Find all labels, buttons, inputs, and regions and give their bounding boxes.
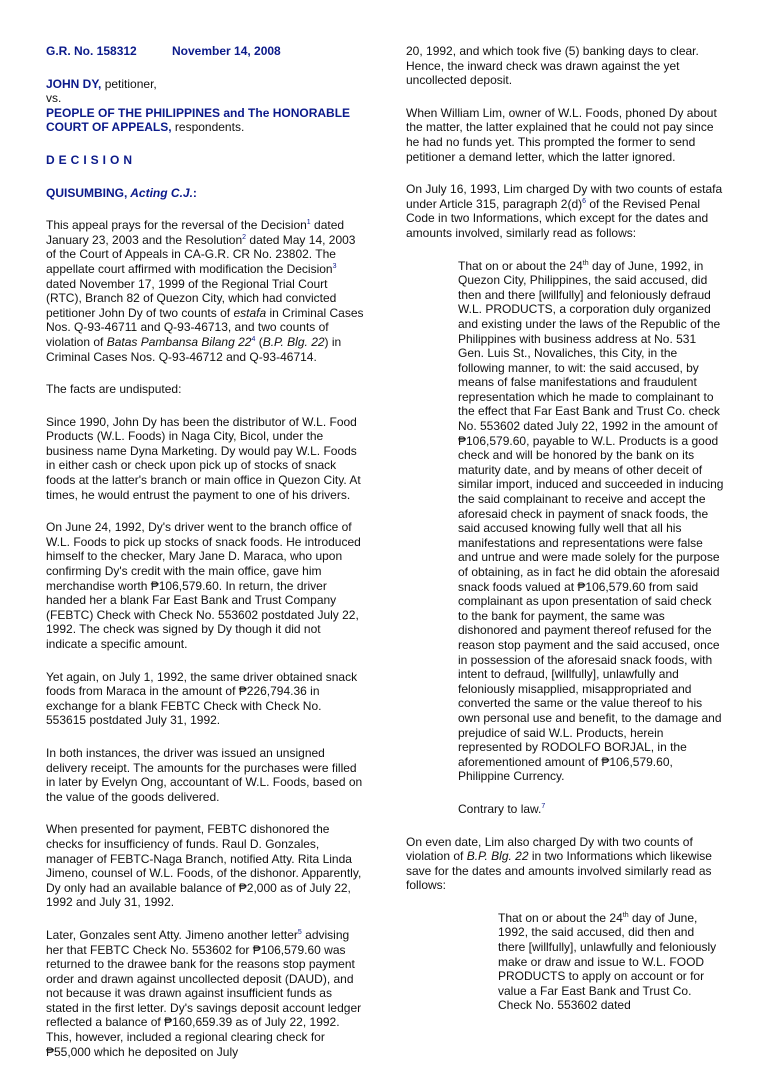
ponente-title: Acting C.J. [127,185,193,200]
paragraph-uncollected: 20, 1992, and which took five (5) banking days to clear. Hence, the inward check was drawn against the yet uncollected deposit. [406,44,699,88]
footnote-link-7[interactable]: 7 [541,802,546,810]
case-header [46,44,364,59]
petitioner-name: JOHN DY, [46,76,102,91]
paragraph-dishonor: When presented for payment, FEBTC dishonored the checks for insufficiency of funds. Raul D. Gonzales, manager of FEBTC-Naga Branch, notified Atty. Rita Linda Jimeno, counsel of W.L. Foods, of the dishonor. Apparently, Dy only had an available balance of ₱2,000 as of July 22, 1992 and July 31, 1992. [46,822,362,910]
information-estafa-quote: That on or about the 24th day of June, 1992, in Quezon City, Philippines, the said accused, did then and there [willfully] and feloniously defraud W.L. PRODUCTS, a corporation duly organized and existing under the laws of the Republic of the Philippines with business address at No. 531 Gen. Luis St., Novaliches, this City, in the following manner, to wit: the said accused, by means of false manifestations and fraudulent representation which he made to complainant to the effect that Far East Bank and Trust Co. check No. 553602 dated July 22, 1992 in the amount of ₱106,579.60, payable to W.L. Products is a good check and will be honored by the bank on its maturity date, and by means of other deceit of similar import, induced and succeeded in inducing the said complainant to receive and accept the aforesaid check in payment of snack foods, the said accused knowing fully well that all his manifestations and representations were false and untrue and were made solely for the purpose of obtaining, as in fact he did obtain the aforesaid snack foods valued at ₱106,579.60 from said complainant as upon presentation of said check to the bank for payment, the same was dishonored and payment thereof refused for the reason stop payment and the said accused, once in possession of the aforesaid snack foods, with intent to defraud, [willfully], unlawfully and feloniously misapplied, misappropriated and converted the same or the value thereof to his own personal use and benefit, to the damage and prejudice of said W.L. Products, herein represented by RODOLFO BORJAL, in the aforementioned amount of ₱106,579.60, Philippine Currency. [458,258,724,784]
paragraph-bp22-charge: On even date, Lim also charged Dy with two counts of violation of B.P. Blg. 22 in two Informations which likewise save for the dates and amounts involved similarly read as follows: [406,834,712,893]
decision-date: November 14, 2008 [172,44,281,58]
paragraph-william-lim: When William Lim, owner of W.L. Foods, phoned Dy about the matter, the latter explained that he could not pay since he had no funds yet. This prompted the former to send petitioner a demand letter, which the latter ignored. [406,105,717,164]
information-bp22-quote: That on or about the 24th day of June, 1992, the said accused, did then and there [willfully], unlawfully and feloniously make or draw and issue to W.L. FOOD PRODUCTS to apply on account or for value a Far East Bank and Trust Co. Check No. 553602 dated [498,910,717,1013]
footnote-link-4[interactable]: 4 [251,335,256,343]
paragraph-facts: The facts are undisputed: [46,382,182,397]
right-column [406,44,724,1031]
paragraph-appeal: This appeal prays for the reversal of the Decision$^1$ dated January 23, 2003 and the Resolution$^2$ dated May 14, 2003 of the Court of Appeals in CA-G.R. CR No. 23802. The appellate court affirmed with modification the Decision$^3$ dated November 17, 1999 of the Regional Trial Court (RTC), Branch 82 of Quezon City, which had convicted petitioner John Dy of two counts of estafa in Criminal Cases Nos. Q-93-46711 and Q-93-46713, and two counts of violation of Batas Pambansa Bilang 22$^4$ (B.P. Blg. 22) in Criminal Cases Nos. Q-93-46712 and Q-93-46714. [46,218,364,364]
versus: vs. [46,91,62,106]
petitioner-line [46,77,364,92]
respondents-line [46,106,364,135]
paragraph-july-1: Yet again, on July 1, 1992, the same driver obtained snack foods from Maraca in the amount of ₱226,794.36 in exchange for a blank FEBTC Check with Check No. 553615 postdated July 31, 1992. [46,669,358,728]
contrary-to-law: Contrary to law.$^7$ [458,801,546,816]
respondents-role: respondents. [171,120,245,135]
footnote-link-3[interactable]: 3 [332,262,337,270]
ponente-line [46,186,364,201]
footnote-link-2[interactable]: 2 [242,233,247,241]
ponente-name: QUISUMBING, [46,185,128,200]
paragraph-june-24: On June 24, 1992, Dy's driver went to the branch office of W.L. Foods to pick up stocks of snack foods. He introduced himself to the checker, Mary Jane D. Maraca, who upon confirming Dy's credit with the main office, gave him merchandise worth ₱106,579.60. In return, the driver handed her a blank Far East Bank and Trust Company (FEBTC) Check with Check No. 553602 postdated July 22, 1992. The check was signed by Dy though it did not indicate a specific amount. [46,520,361,651]
ponente-colon: : [192,185,197,200]
gr-number: G.R. No. 158312 [46,44,137,58]
decision-heading: DECISION [46,152,137,167]
footnote-link-5[interactable]: 5 [297,928,302,936]
petitioner-role: petitioner, [101,76,157,91]
paragraph-delivery-receipt: In both instances, the driver was issued an unsigned delivery receipt. The amounts for the purchases were filled in later by Evelyn Ong, accountant of W.L. Foods, based on the value of the goods delivered. [46,745,363,804]
paragraph-estafa-charge: On July 16, 1993, Lim charged Dy with two counts of estafa under Article 315, paragraph 2(d)$^6$ of the Revised Penal Code in two Informations, which except for the dates and amounts involved, similarly read as follows: [406,182,723,240]
paragraph-since-1990: Since 1990, John Dy has been the distributor of W.L. Food Products (W.L. Foods) in Naga City, Bicol, under the business name Dyna Marketing. Dy would pay W.L. Foods in either cash or check upon pick up of stocks of snack foods at the latter's branch or main office in Quezon City. At times, he would entrust the payment to one of his drivers. [46,414,361,502]
footnote-link-1[interactable]: 1 [306,219,311,227]
respondents-name: PEOPLE OF THE PHILIPPINES and The HONORABLE COURT OF APPEALS, [46,105,351,135]
paragraph-gonzales-letter: Later, Gonzales sent Atty. Jimeno another letter$^5$ advising her that FEBTC Check No. 553602 for ₱106,579.60 was returned to the drawee bank for the reasons stop payment order and drawn against uncollected deposit (DAUD), and not because it was drawn against insufficient funds as stated in the first letter. Dy's savings deposit account ledger reflected a balance of ₱160,659.39 as of July 22, 1992. This, however, included a regional clearing check for ₱55,000 which he deposited on July [46,927,362,1059]
footnote-link-6[interactable]: 6 [582,197,587,205]
left-column [46,44,364,1077]
